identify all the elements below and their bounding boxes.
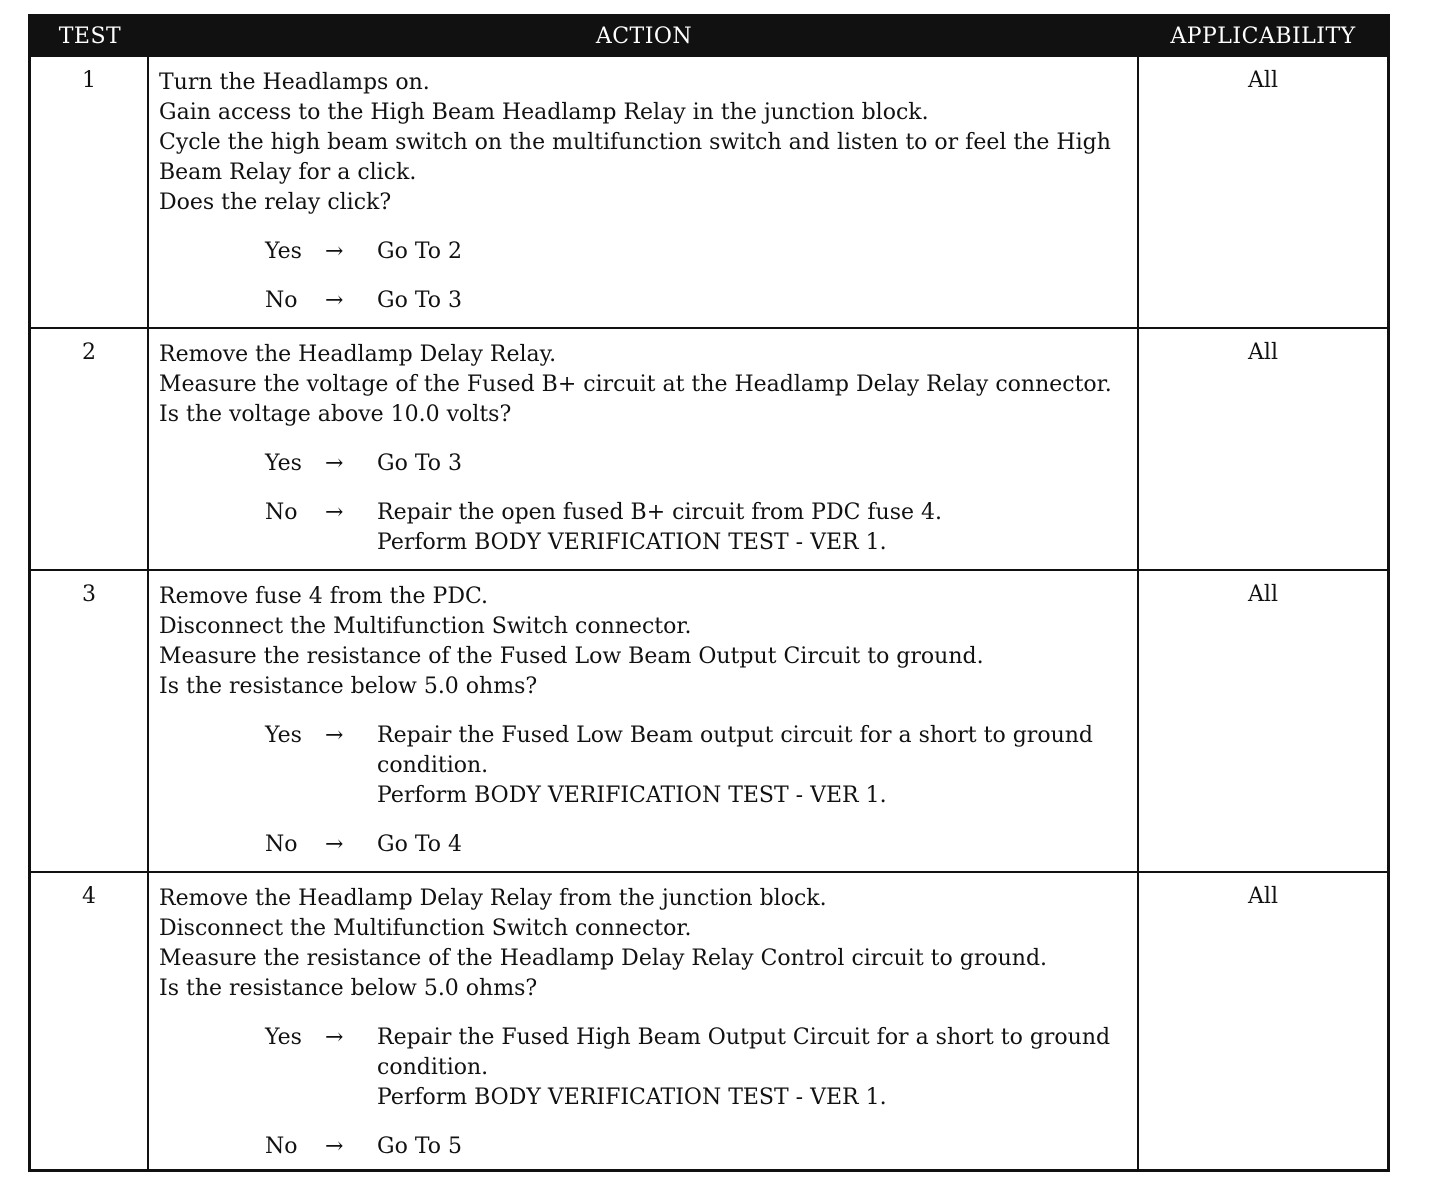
table-row xyxy=(31,873,1387,1169)
arrow-icon: → xyxy=(325,1025,344,1050)
yes-answer xyxy=(159,237,1137,267)
test-number: 2 xyxy=(31,329,149,569)
table-header xyxy=(31,17,1387,57)
action-line: Remove fuse 4 from the PDC. xyxy=(159,584,489,609)
action-line: Is the resistance below 5.0 ohms? xyxy=(159,674,538,699)
result-line: Repair the Fused Low Beam output circuit for a short to ground xyxy=(377,723,1093,748)
action-cell xyxy=(149,329,1139,569)
result-line: Perform BODY VERIFICATION TEST - VER 1. xyxy=(377,783,887,808)
yes-label: Yes xyxy=(265,239,302,264)
yes-answer xyxy=(159,721,1137,811)
result-line: Repair the Fused High Beam Output Circuit for a short to ground xyxy=(377,1025,1111,1050)
applicability-value: All xyxy=(1248,884,1278,909)
yes-label: Yes xyxy=(265,1025,302,1050)
action-line: Remove the Headlamp Delay Relay. xyxy=(159,342,557,367)
arrow-icon: → xyxy=(325,832,344,857)
action-line: Measure the resistance of the Headlamp Delay Relay Control circuit to ground. xyxy=(159,946,1048,971)
table-row xyxy=(31,329,1387,571)
action-cell xyxy=(149,571,1139,871)
action-line: Is the voltage above 10.0 volts? xyxy=(159,402,512,427)
table-row xyxy=(31,57,1387,329)
result-line: Go To 4 xyxy=(377,832,463,857)
action-line: Measure the voltage of the Fused B+ circuit at the Headlamp Delay Relay connector. xyxy=(159,372,1112,397)
yes-label: Yes xyxy=(265,723,302,748)
action-line: Disconnect the Multifunction Switch connector. xyxy=(159,916,692,941)
action-line: Turn the Headlamps on. xyxy=(159,70,430,95)
arrow-icon: → xyxy=(325,288,344,313)
no-answer xyxy=(159,1132,1137,1162)
action-line: Disconnect the Multifunction Switch connector. xyxy=(159,614,692,639)
test-number: 3 xyxy=(31,571,149,871)
applicability-value: All xyxy=(1248,340,1278,365)
action-line: Does the relay click? xyxy=(159,190,392,215)
result-line: condition. xyxy=(377,1055,489,1080)
no-label: No xyxy=(265,1134,298,1159)
action-line: Cycle the high beam switch on the multifunction switch and listen to or feel the High xyxy=(159,130,1111,155)
no-label: No xyxy=(265,288,298,313)
test-number: 1 xyxy=(31,57,149,327)
result-line: Go To 5 xyxy=(377,1134,463,1159)
action-line: Remove the Headlamp Delay Relay from the junction block. xyxy=(159,886,827,911)
arrow-icon: → xyxy=(325,723,344,748)
no-answer xyxy=(159,830,1137,860)
yes-label: Yes xyxy=(265,451,302,476)
action-cell xyxy=(149,57,1139,327)
action-line: Measure the resistance of the Fused Low Beam Output Circuit to ground. xyxy=(159,644,984,669)
action-cell xyxy=(149,873,1139,1169)
action-line: Is the resistance below 5.0 ohms? xyxy=(159,976,538,1001)
no-label: No xyxy=(265,832,298,857)
result-line: Go To 3 xyxy=(377,288,463,313)
no-answer xyxy=(159,498,1137,558)
diagnostic-table xyxy=(28,14,1390,1172)
applicability-value: All xyxy=(1248,582,1278,607)
yes-answer xyxy=(159,449,1137,479)
table-row xyxy=(31,571,1387,873)
no-answer xyxy=(159,286,1137,316)
arrow-icon: → xyxy=(325,451,344,476)
arrow-icon: → xyxy=(325,500,344,525)
result-line: Perform BODY VERIFICATION TEST - VER 1. xyxy=(377,530,887,555)
result-line: Go To 2 xyxy=(377,239,463,264)
action-line: Beam Relay for a click. xyxy=(159,160,417,185)
result-line: Perform BODY VERIFICATION TEST - VER 1. xyxy=(377,1085,887,1110)
header-action: ACTION xyxy=(595,24,693,49)
result-line: Go To 3 xyxy=(377,451,463,476)
result-line: Repair the open fused B+ circuit from PDC fuse 4. xyxy=(377,500,943,525)
no-label: No xyxy=(265,500,298,525)
result-line: condition. xyxy=(377,753,489,778)
yes-answer xyxy=(159,1023,1137,1113)
arrow-icon: → xyxy=(325,239,344,264)
applicability-value: All xyxy=(1248,68,1278,93)
test-number: 4 xyxy=(31,873,149,1169)
header-test: TEST xyxy=(58,24,122,49)
header-applicability: APPLICABILITY xyxy=(1170,24,1356,49)
arrow-icon: → xyxy=(325,1134,344,1159)
action-line: Gain access to the High Beam Headlamp Relay in the junction block. xyxy=(159,100,929,125)
